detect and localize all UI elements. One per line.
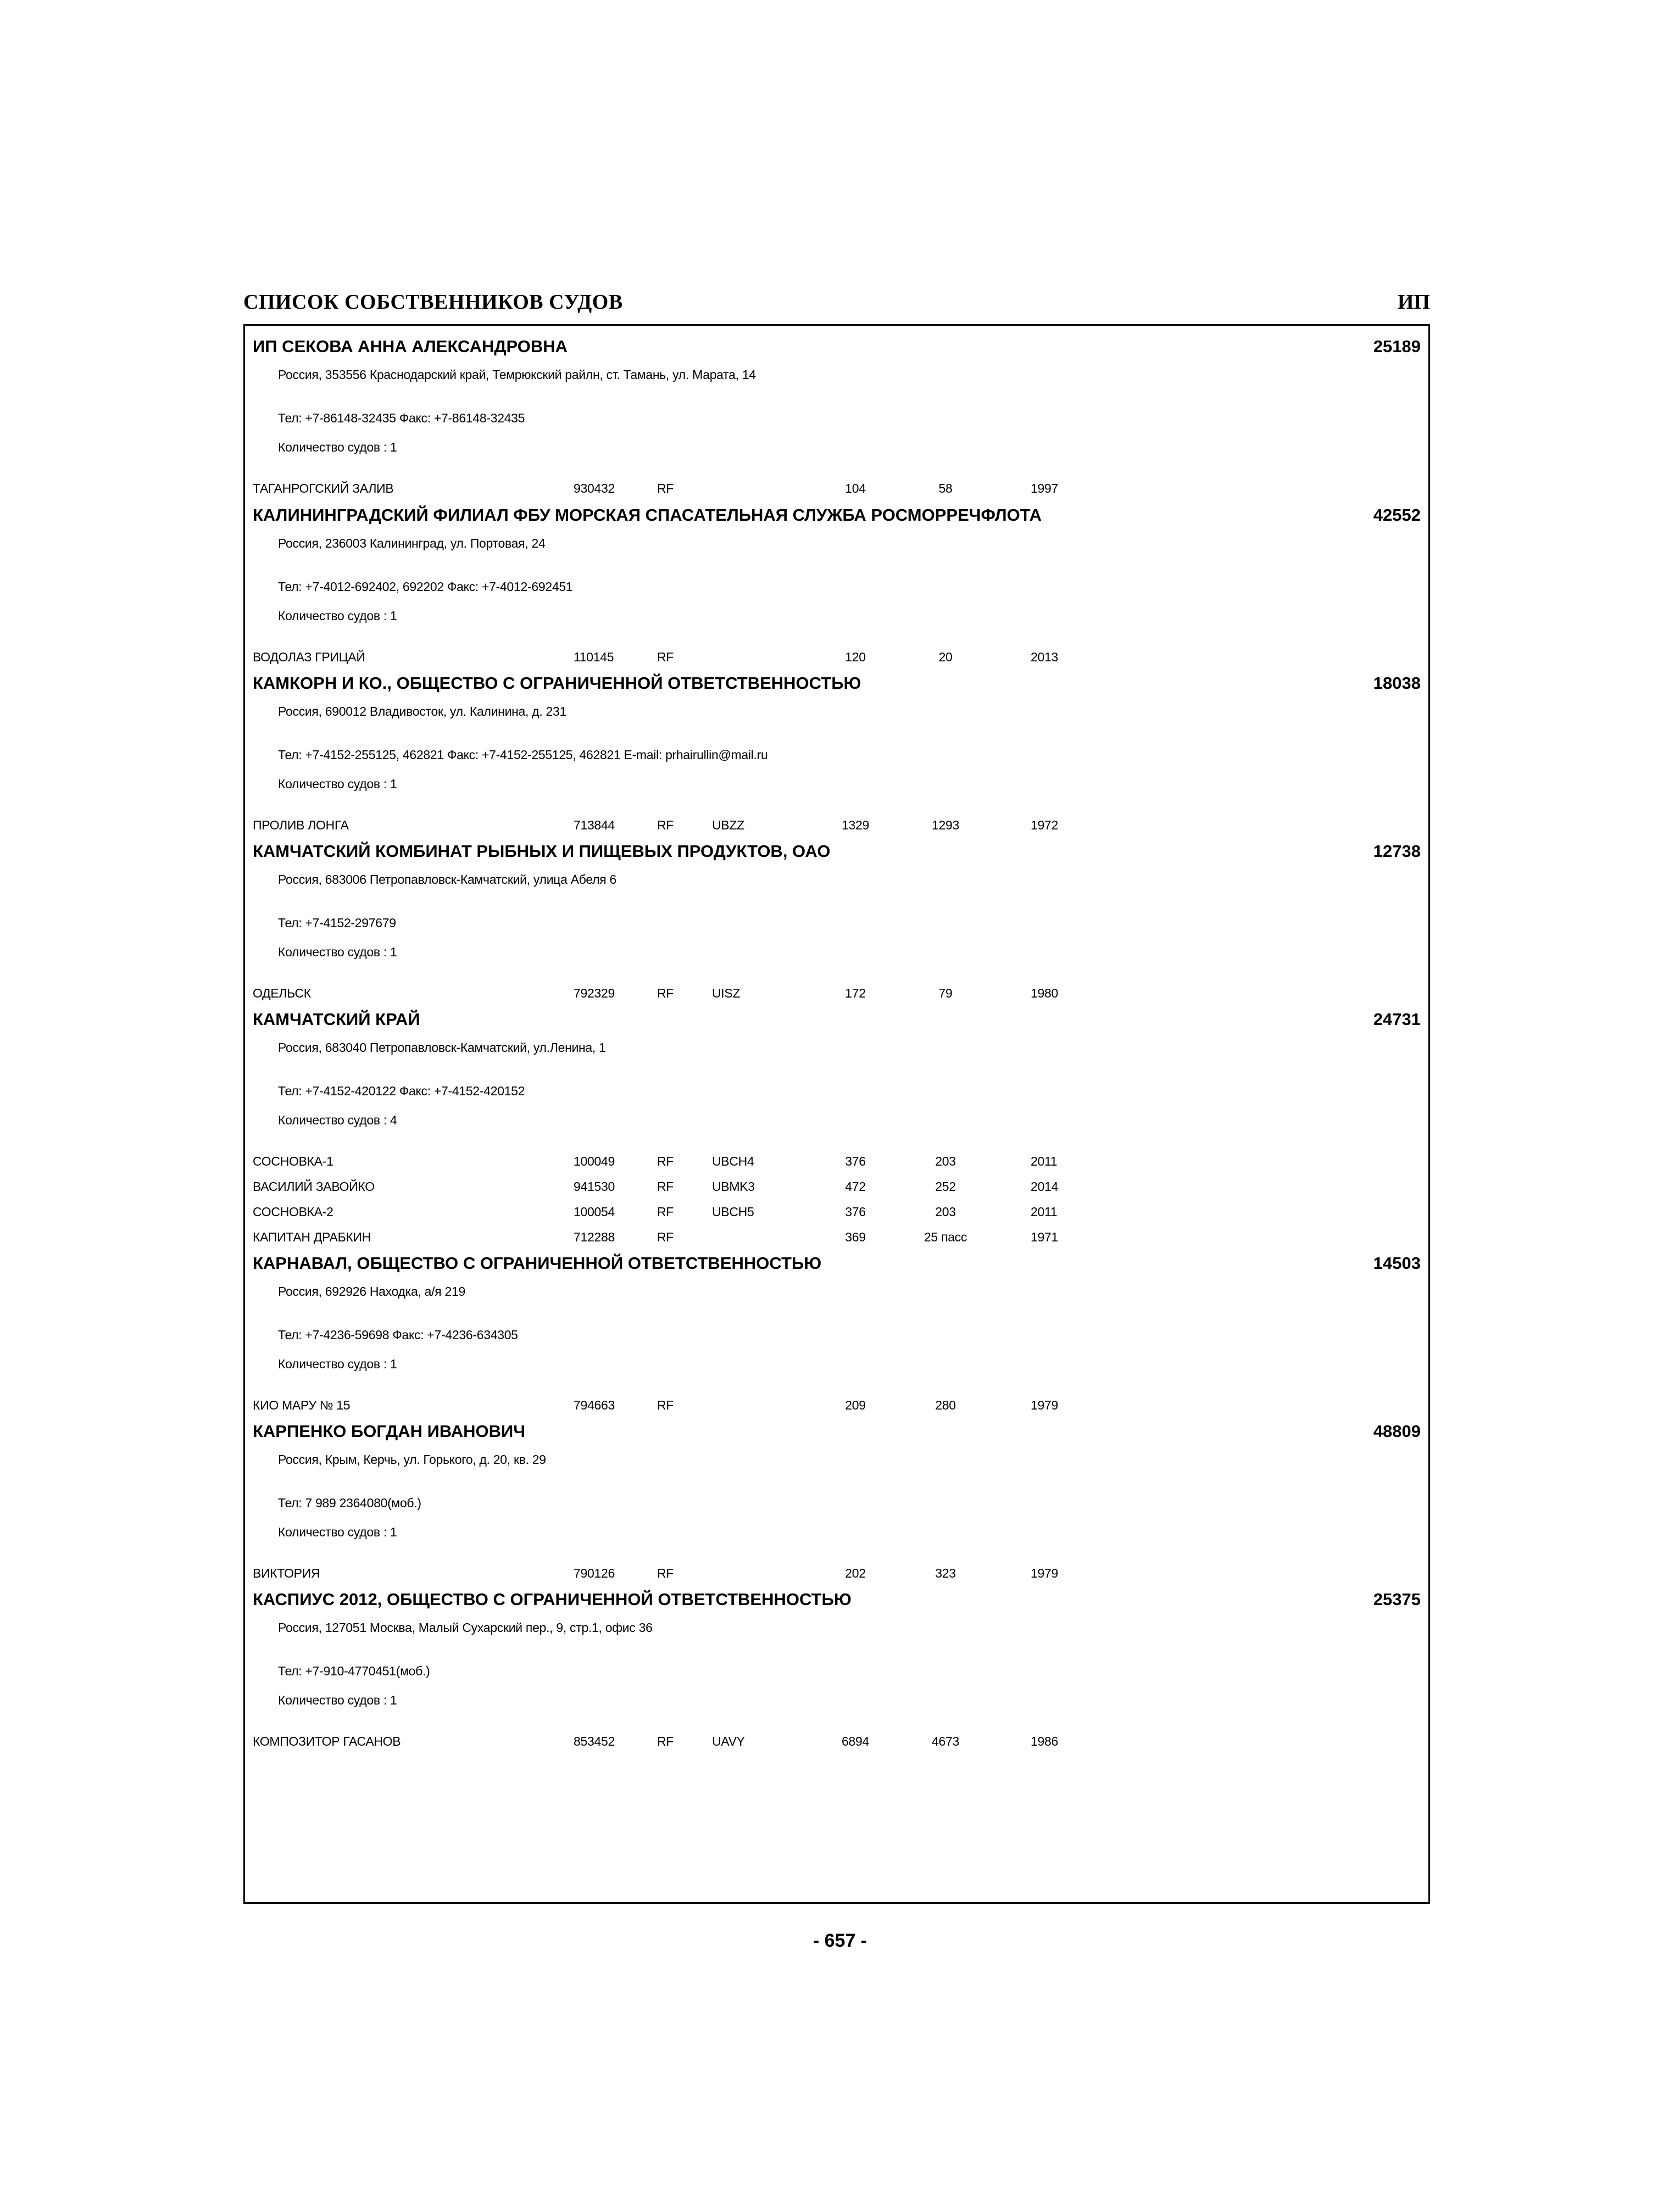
vessel-value-a: 376 (845, 1205, 866, 1219)
vessel-flag: RF (657, 1734, 674, 1748)
vessel-value-b: 4673 (932, 1734, 959, 1748)
vessel-value-b: 25 пасс (924, 1230, 967, 1244)
owner-address: Россия, 692926 Находка, а/я 219 (278, 1284, 465, 1299)
vessel-name: ВИКТОРИЯ (253, 1566, 320, 1580)
vessel-callsign: UISZ (712, 986, 741, 1000)
vessel-flag: RF (657, 1398, 674, 1412)
owner-id: 25189 (1373, 337, 1421, 356)
owner-id: 25375 (1373, 1590, 1421, 1609)
vessel-value-a: 1329 (842, 818, 869, 832)
vessel-value-a: 104 (845, 481, 866, 495)
vessel-callsign: UBCH4 (712, 1154, 754, 1168)
owner-address: Россия, 683040 Петропавловск-Камчатский, ул.Ленина, 1 (278, 1040, 606, 1055)
vessel-number: 100049 (574, 1154, 615, 1168)
vessel-value-a: 472 (845, 1179, 866, 1194)
owner-phone: Тел: +7-86148-32435 Факс: +7-86148-32435 (278, 411, 525, 425)
owner-id: 14503 (1373, 1254, 1421, 1273)
vessel-name: КИО МАРУ № 15 (253, 1398, 351, 1412)
vessel-year: 1972 (1031, 818, 1058, 832)
vessel-number: 100054 (574, 1205, 615, 1219)
owner-phone: Тел: +7-4152-297679 (278, 916, 396, 930)
owner-phone: Тел: +7-4012-692402, 692202 Факс: +7-4012-692451 (278, 580, 573, 594)
index-letters: ИП (1397, 291, 1430, 314)
vessel-number: 110145 (574, 650, 614, 664)
vessel-flag: RF (657, 818, 674, 832)
vessel-count: Количество судов : 1 (278, 1357, 397, 1371)
vessel-flag: RF (657, 1179, 674, 1194)
owner-address: Россия, Крым, Керчь, ул. Горького, д. 20, кв. 29 (278, 1452, 546, 1467)
vessel-flag: RF (657, 1154, 674, 1168)
owner-phone: Тел: +7-910-4770451(моб.) (278, 1664, 430, 1678)
vessel-row (245, 481, 1428, 498)
vessel-count: Количество судов : 1 (278, 440, 397, 454)
vessel-number: 713844 (574, 818, 615, 832)
vessel-number: 853452 (574, 1734, 615, 1748)
owner-id: 48809 (1373, 1422, 1421, 1441)
vessel-flag: RF (657, 1566, 674, 1580)
vessel-count: Количество судов : 1 (278, 777, 397, 791)
vessel-value-a: 6894 (842, 1734, 869, 1748)
vessel-row (245, 986, 1428, 1002)
vessel-name: ВОДОЛАЗ ГРИЦАЙ (253, 650, 365, 664)
vessel-count: Количество судов : 1 (278, 1693, 397, 1707)
owner-name: КАЛИНИНГРАДСКИЙ ФИЛИАЛ ФБУ МОРСКАЯ СПАСАТЕЛЬНАЯ СЛУЖБА РОСМОРРЕЧФЛОТА (253, 505, 1042, 525)
vessel-value-a: 202 (845, 1566, 866, 1580)
vessel-value-b: 203 (935, 1154, 956, 1168)
owner-id: 42552 (1373, 505, 1421, 525)
owner-name: КАМКОРН И КО., ОБЩЕСТВО С ОГРАНИЧЕННОЙ ОТВЕТСТВЕННОСТЬЮ (253, 673, 861, 693)
vessel-value-b: 323 (935, 1566, 956, 1580)
vessel-year: 2014 (1031, 1179, 1058, 1194)
owner-address: Россия, 236003 Калининград, ул. Портовая, 24 (278, 536, 546, 550)
vessel-count: Количество судов : 1 (278, 945, 397, 959)
vessel-year: 2013 (1031, 650, 1058, 664)
owner-name: КАСПИУС 2012, ОБЩЕСТВО С ОГРАНИЧЕННОЙ ОТВЕТСТВЕННОСТЬЮ (253, 1590, 852, 1609)
page-header (243, 290, 1430, 317)
vessel-name: КОМПОЗИТОР ГАСАНОВ (253, 1734, 401, 1748)
vessel-flag: RF (657, 1205, 674, 1219)
vessel-row (245, 1566, 1428, 1583)
vessel-value-a: 172 (845, 986, 866, 1000)
vessel-name: СОСНОВКА-1 (253, 1154, 333, 1168)
vessel-year: 1979 (1031, 1566, 1058, 1580)
vessel-flag: RF (657, 481, 674, 495)
vessel-value-b: 252 (935, 1179, 956, 1194)
owner-address: Россия, 127051 Москва, Малый Сухарский пер., 9, стр.1, офис 36 (278, 1620, 653, 1635)
owner-phone: Тел: +7-4152-420122 Факс: +7-4152-420152 (278, 1084, 525, 1098)
vessel-year: 2011 (1031, 1154, 1058, 1168)
vessel-year: 1997 (1031, 481, 1058, 495)
owner-id: 12738 (1373, 842, 1421, 861)
vessel-value-a: 376 (845, 1154, 866, 1168)
vessel-value-b: 203 (935, 1205, 956, 1219)
owners-frame (243, 324, 1430, 1904)
owner-id: 18038 (1373, 673, 1421, 693)
vessel-row (245, 650, 1428, 666)
vessel-value-b: 1293 (932, 818, 959, 832)
page-title: СПИСОК СОБСТВЕННИКОВ СУДОВ (243, 291, 623, 314)
vessel-year: 2011 (1031, 1205, 1058, 1219)
vessel-year: 1986 (1031, 1734, 1058, 1748)
vessel-name: ТАГАНРОГСКИЙ ЗАЛИВ (253, 481, 394, 495)
owner-name: КАМЧАТСКИЙ КОМБИНАТ РЫБНЫХ И ПИЩЕВЫХ ПРОДУКТОВ, ОАО (253, 842, 831, 861)
vessel-name: ВАСИЛИЙ ЗАВОЙКО (253, 1179, 375, 1194)
vessel-row (245, 1398, 1428, 1414)
owner-name: КАРПЕНКО БОГДАН ИВАНОВИЧ (253, 1422, 526, 1441)
vessel-number: 794663 (574, 1398, 615, 1412)
vessel-count: Количество судов : 1 (278, 609, 397, 623)
vessel-value-a: 120 (845, 650, 866, 664)
vessel-name: СОСНОВКА-2 (253, 1205, 333, 1219)
owner-phone: Тел: +7-4236-59698 Факс: +7-4236-634305 (278, 1328, 518, 1342)
vessel-count: Количество судов : 1 (278, 1525, 397, 1539)
vessel-row (245, 1179, 1428, 1196)
vessel-row (245, 818, 1428, 834)
vessel-value-a: 369 (845, 1230, 866, 1244)
vessel-year: 1971 (1031, 1230, 1058, 1244)
owner-address: Россия, 690012 Владивосток, ул. Калинина, д. 231 (278, 704, 566, 718)
vessel-number: 712288 (574, 1230, 615, 1244)
vessel-flag: RF (657, 650, 674, 664)
owner-phone: Тел: 7 989 2364080(моб.) (278, 1496, 421, 1510)
vessel-name: ОДЕЛЬСК (253, 986, 311, 1000)
owner-address: Россия, 353556 Краснодарский край, Темрюкский райлн, ст. Тамань, ул. Марата, 14 (278, 367, 756, 382)
vessel-year: 1979 (1031, 1398, 1058, 1412)
vessel-flag: RF (657, 986, 674, 1000)
vessel-row (245, 1205, 1428, 1221)
vessel-number: 790126 (574, 1566, 615, 1580)
owner-id: 24731 (1373, 1010, 1421, 1029)
vessel-value-b: 58 (938, 481, 953, 495)
vessel-callsign: UBCH5 (712, 1205, 754, 1219)
vessel-number: 792329 (574, 986, 615, 1000)
vessel-callsign: UAVY (712, 1734, 745, 1748)
owner-address: Россия, 683006 Петропавловск-Камчатский, улица Абеля 6 (278, 872, 616, 887)
vessel-row (245, 1734, 1428, 1751)
vessel-value-b: 280 (935, 1398, 956, 1412)
vessel-name: ПРОЛИВ ЛОНГА (253, 818, 349, 832)
vessel-number: 930432 (574, 481, 615, 495)
vessel-year: 1980 (1031, 986, 1058, 1000)
vessel-value-a: 209 (845, 1398, 866, 1412)
vessel-row (245, 1154, 1428, 1171)
owner-name: КАМЧАТСКИЙ КРАЙ (253, 1010, 420, 1029)
owner-name: ИП СЕКОВА АННА АЛЕКСАНДРОВНА (253, 337, 568, 356)
vessel-name: КАПИТАН ДРАБКИН (253, 1230, 371, 1244)
vessel-callsign: UBZZ (712, 818, 744, 832)
vessel-value-b: 20 (938, 650, 953, 664)
vessel-row (245, 1230, 1428, 1246)
vessel-flag: RF (657, 1230, 674, 1244)
vessel-callsign: UBMK3 (712, 1179, 755, 1194)
owner-phone: Тел: +7-4152-255125, 462821 Факс: +7-4152-255125, 462821 E-mail: prhairullin@mail.ru (278, 748, 768, 762)
owner-name: КАРНАВАЛ, ОБЩЕСТВО С ОГРАНИЧЕННОЙ ОТВЕТСТВЕННОСТЬЮ (253, 1254, 822, 1273)
vessel-count: Количество судов : 4 (278, 1113, 397, 1127)
vessel-number: 941530 (574, 1179, 615, 1194)
vessel-value-b: 79 (938, 986, 953, 1000)
page-number: - 657 - (813, 1930, 867, 1951)
